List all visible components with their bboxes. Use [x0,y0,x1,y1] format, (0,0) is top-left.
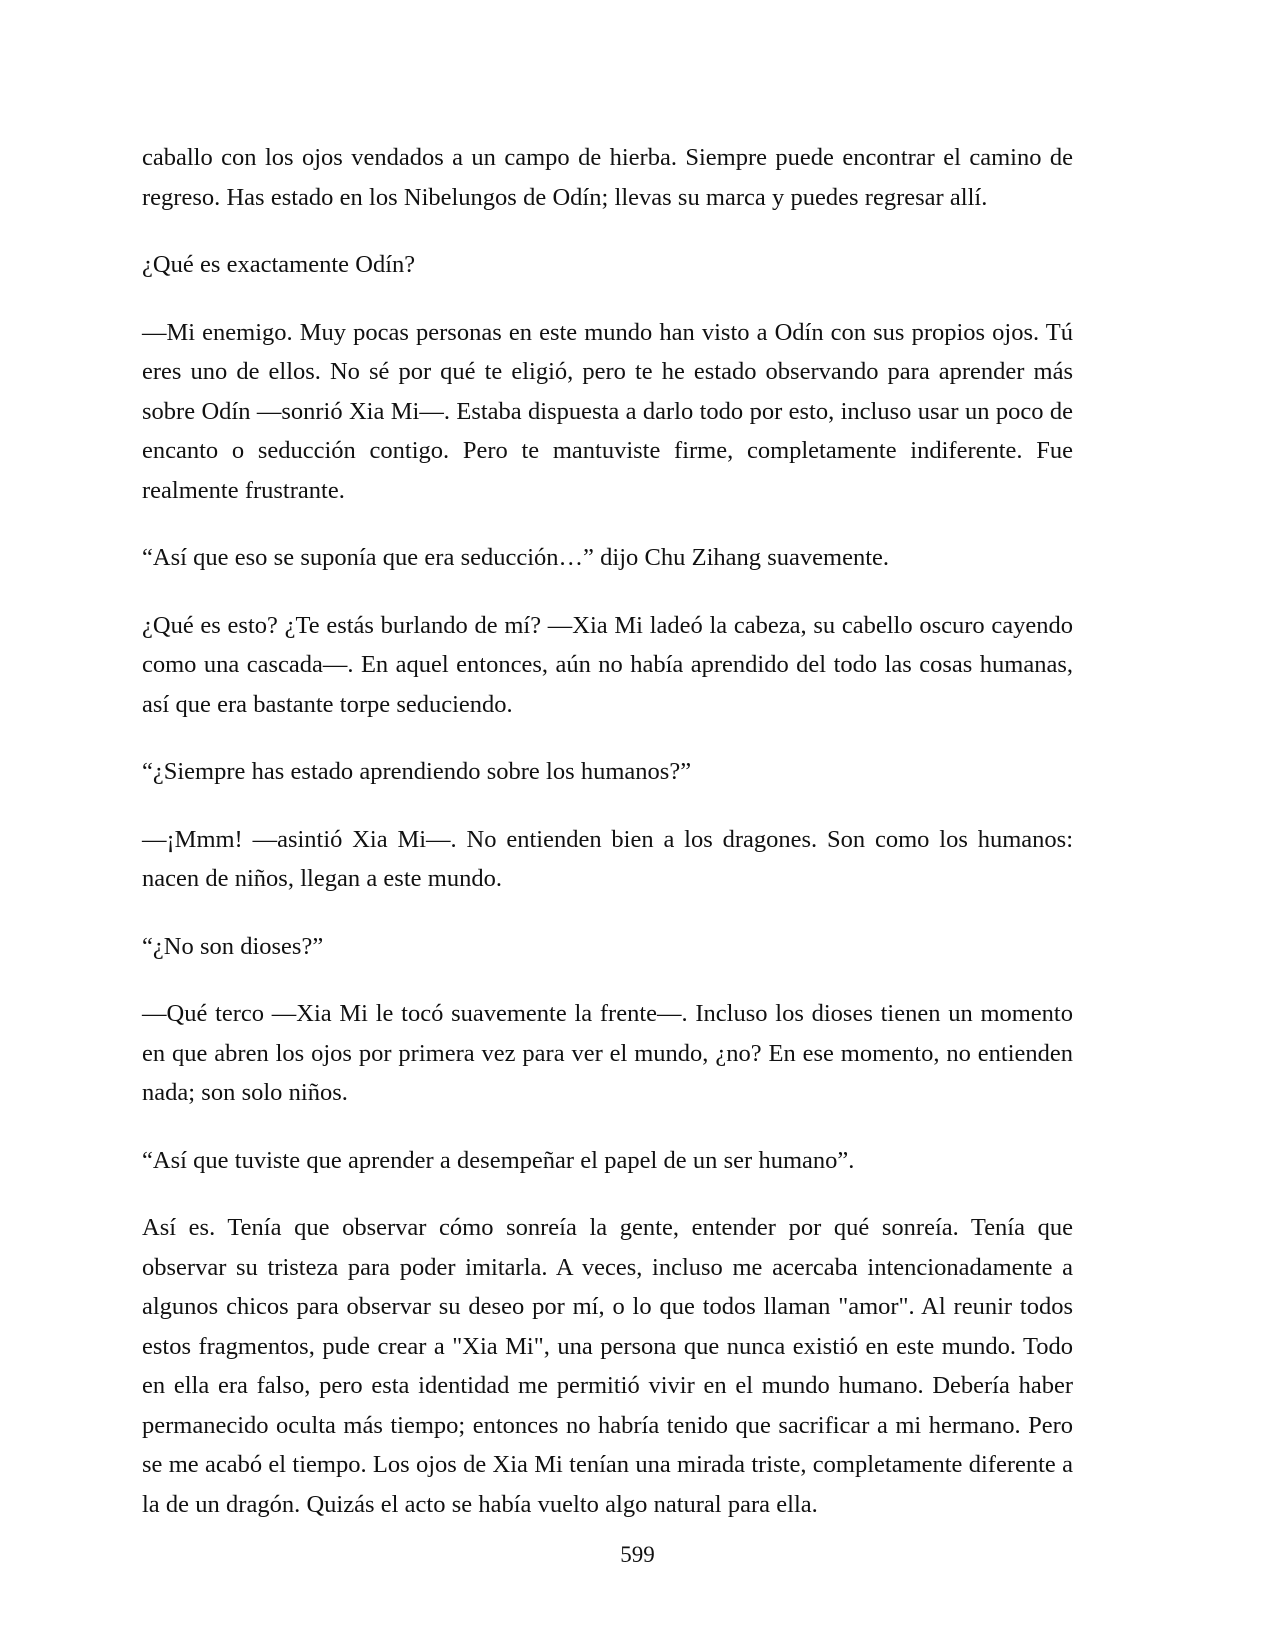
paragraph: “Así que tuviste que aprender a desempeñar el papel de un ser humano”. [142,1146,855,1174]
paragraph: —¡Mmm! —asintió Xia Mi—. No entienden bien a los dragones. Son como los humanos: nacen de niños, llegan a este mundo. [142,825,1073,892]
paragraph: ¿Qué es esto? ¿Te estás burlando de mí? —Xia Mi ladeó la cabeza, su cabello oscuro cayendo como una cascada—. En aquel entonces, aún no había aprendido del todo las cosas humanas, así que era bastante torpe seduciendo. [142,611,1073,718]
paragraph: “¿Siempre has estado aprendiendo sobre los humanos?” [142,758,692,785]
paragraph: caballo con los ojos vendados a un campo de hierba. Siempre puede encontrar el camino de regreso. Has estado en los Nibelungos de Odín; llevas su marca y puedes regresar allí. [142,144,1073,211]
page-number: 599 [620,1542,655,1567]
paragraph: Así es. Tenía que observar cómo sonreía la gente, entender por qué sonreía. Tenía que observar su tristeza para poder imitarla. A veces, incluso me acercaba intencionadamente a algunos chicos para observar su deseo por mí, o lo que todos llaman "amor". Al reunir todos estos fragmentos, pude crear a "Xia Mi", una persona que nunca existió en este mundo. Todo en ella era falso, pero esta identidad me permitió vivir en el mundo humano. Debería haber permanecido oculta más tiempo; entonces no habría tenido que sacrificar a mi hermano. Pero se me acabó el tiempo. Los ojos de Xia Mi tenían una mirada triste, completamente diferente a la de un dragón. Quizás el acto se había vuelto algo natural para ella. [142,1214,1073,1518]
body-text-column [142,138,1073,1524]
paragraph: “¿No son dioses?” [142,932,324,960]
paragraph: —Qué terco —Xia Mi le tocó suavemente la frente—. Incluso los dioses tienen un momento en que abren los ojos por primera vez para ver el mundo, ¿no? En ese momento, no entienden nada; son solo niños. [142,1000,1073,1106]
paragraph: ¿Qué es exactamente Odín? [142,251,416,278]
paragraph: —Mi enemigo. Muy pocas personas en este mundo han visto a Odín con sus propios ojos. Tú eres uno de ellos. No sé por qué te eligió, pero te he estado observando para aprender más sobre Odín —sonrió Xia Mi—. Estaba dispuesta a darlo todo por esto, incluso usar un poco de encanto o seducción contigo. Pero te mantuviste firme, completamente indiferente. Fue realmente frustrante. [142,318,1073,504]
paragraph: “Así que eso se suponía que era seducción…” dijo Chu Zihang suavemente. [142,544,890,571]
